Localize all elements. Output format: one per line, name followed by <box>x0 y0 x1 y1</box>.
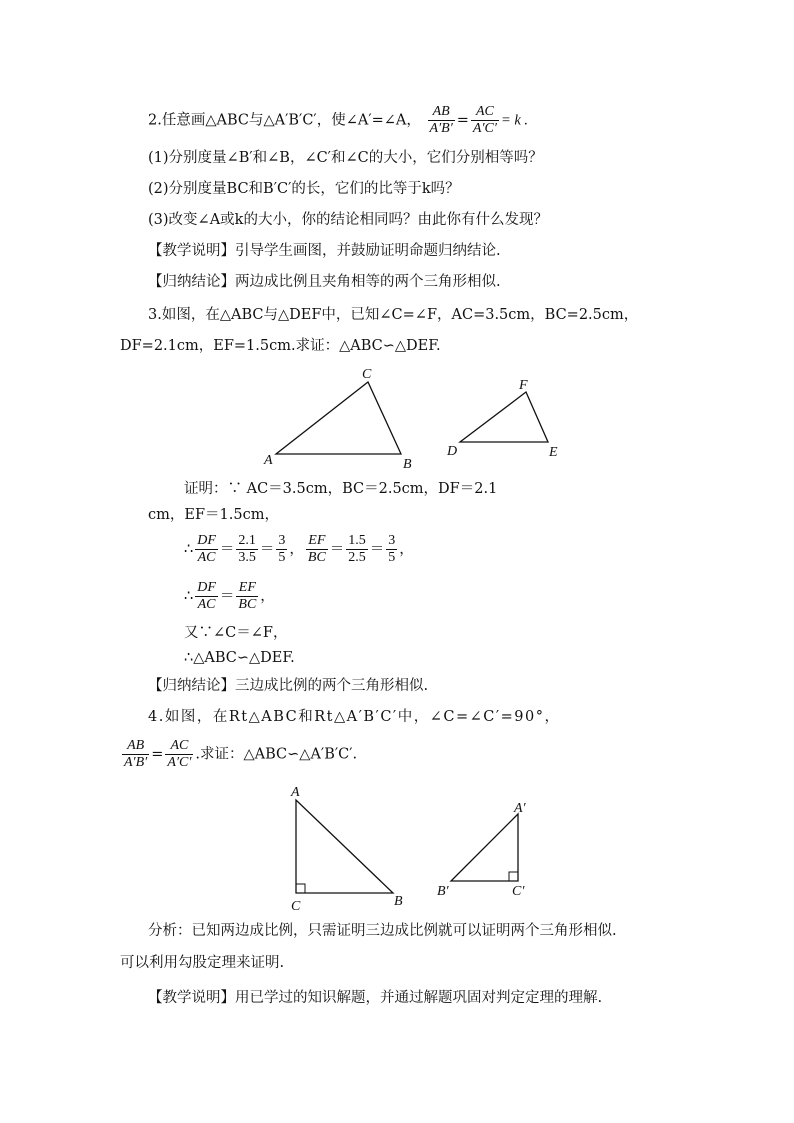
label-c-prime: C′ <box>512 884 525 899</box>
proof-line-4: ∴ $\frac{DF}{AC}$ ＝ $\frac{EF}{BC}$ ， <box>184 580 275 612</box>
fraction-ef-bc-2: $\frac{EF}{BC}$ <box>238 580 257 612</box>
fraction-ac-a1c1-p4: $\frac{AC}{A'C'}$ <box>167 738 192 770</box>
label-b: B <box>403 457 412 472</box>
problem-2-statement: 2.任意画△ABC与△A′B′C′，使∠A′=∠A， $\frac{AB}{A'B'}$ = $\frac{AC}{A'C'}$ = k . <box>148 104 529 136</box>
proof-line-5: 又∵∠C＝∠F， <box>184 625 288 641</box>
proof-line-6: ∴△ABC∽△DEF. <box>184 650 295 666</box>
label-e: E <box>549 445 558 460</box>
right-angle-mark-c <box>296 884 305 893</box>
problem-2-text: 2.任意画△ABC与△A′B′C′，使∠A′=∠A， <box>148 112 421 129</box>
conclusion-1: 【归纳结论】两边成比例且夹角相等的两个三角形相似. <box>148 274 501 290</box>
problem-3-line-1: 3.如图，在△ABC与△DEF中，已知∠C=∠F，AC=3.5cm，BC=2.5cm， <box>148 307 639 323</box>
proof-line-3: ∴ $\frac{DF}{AC}$ ＝ $\frac{2.1}{3.5}$ ＝ $\frac{3}{5}$ ， $\frac{EF}{BC}$ ＝ $\frac{1.5}{2.5}$ ＝ $\frac{3}{5}$ ， <box>184 533 414 565</box>
analysis-line-2: 可以利用勾股定理来证明. <box>120 955 285 971</box>
fraction-2-1-over-3-5: $\frac{2.1}{3.5}$ <box>238 533 256 565</box>
label-b-fig2: B <box>394 894 403 909</box>
fraction-ac-over-a1c1: $\frac{AC}{A'C'}$ <box>472 104 497 136</box>
proof-line-2: cm，EF＝1.5cm， <box>148 507 279 523</box>
right-triangle-abc <box>296 800 393 893</box>
fraction-3-5-a: $\frac{3}{5}$ <box>278 533 286 565</box>
fraction-df-ac: $\frac{DF}{AC}$ <box>197 533 216 565</box>
label-d: D <box>447 444 458 459</box>
label-a-prime: A′ <box>514 801 526 816</box>
label-a-fig2: A <box>291 785 300 800</box>
fraction-ef-bc: $\frac{EF}{BC}$ <box>307 533 326 565</box>
question-1: (1)分别度量∠B′和∠B，∠C′和∠C的大小，它们分别相等吗？ <box>148 150 543 166</box>
triangle-abc <box>276 382 401 454</box>
analysis-line-1: 分析：已知两边成比例，只需证明三边成比例就可以证明两个三角形相似. <box>148 923 617 939</box>
fraction-ab-over-a1b1: $\frac{AB}{A'B'}$ <box>429 104 453 136</box>
label-c: C <box>362 367 372 382</box>
figure-right-triangles <box>0 782 794 912</box>
right-triangle-a1b1c1 <box>451 814 518 881</box>
question-3: (3)改变∠A或k的大小，你的结论相同吗？由此你有什么发现？ <box>148 212 548 228</box>
label-c-fig2: C <box>291 899 301 912</box>
label-b-prime: B′ <box>437 884 449 899</box>
conclusion-2: 【归纳结论】三边成比例的两个三角形相似. <box>148 678 429 694</box>
problem-3-line-2: DF=2.1cm，EF=1.5cm.求证：△ABC∽△DEF. <box>120 338 441 354</box>
fraction-3-5-b: $\frac{3}{5}$ <box>388 533 396 565</box>
problem-4-line-1: 4.如图，在Rt△ABC和Rt△A′B′C′中，∠C=∠C′=90°， <box>148 709 561 725</box>
label-a: A <box>264 453 273 468</box>
proof-line-1: 证明：∵ AC＝3.5cm，BC＝2.5cm，DF＝2.1 <box>184 481 498 497</box>
fraction-1-5-over-2-5: $\frac{1.5}{2.5}$ <box>348 533 366 565</box>
figure-triangles-abc-def <box>0 362 794 472</box>
triangle-def <box>460 392 548 442</box>
teaching-note-2: 【教学说明】用已学过的知识解题，并通过解题巩固对判定定理的理解. <box>148 990 603 1006</box>
question-2: (2)分别度量BC和B′C′的长，它们的比等于k吗？ <box>148 181 460 197</box>
fraction-df-ac-2: $\frac{DF}{AC}$ <box>197 580 216 612</box>
teaching-note-1: 【教学说明】引导学生画图，并鼓励证明命题归纳结论. <box>148 243 501 259</box>
right-angle-mark-c1 <box>509 872 518 881</box>
fraction-ab-a1b1-p4: $\frac{AB}{A'B'}$ <box>124 738 148 770</box>
label-f: F <box>519 378 528 393</box>
problem-4-line-2: $\frac{AB}{A'B'}$ = $\frac{AC}{A'C'}$ .求证：△ABC∽△A′B′C′. <box>124 738 358 770</box>
